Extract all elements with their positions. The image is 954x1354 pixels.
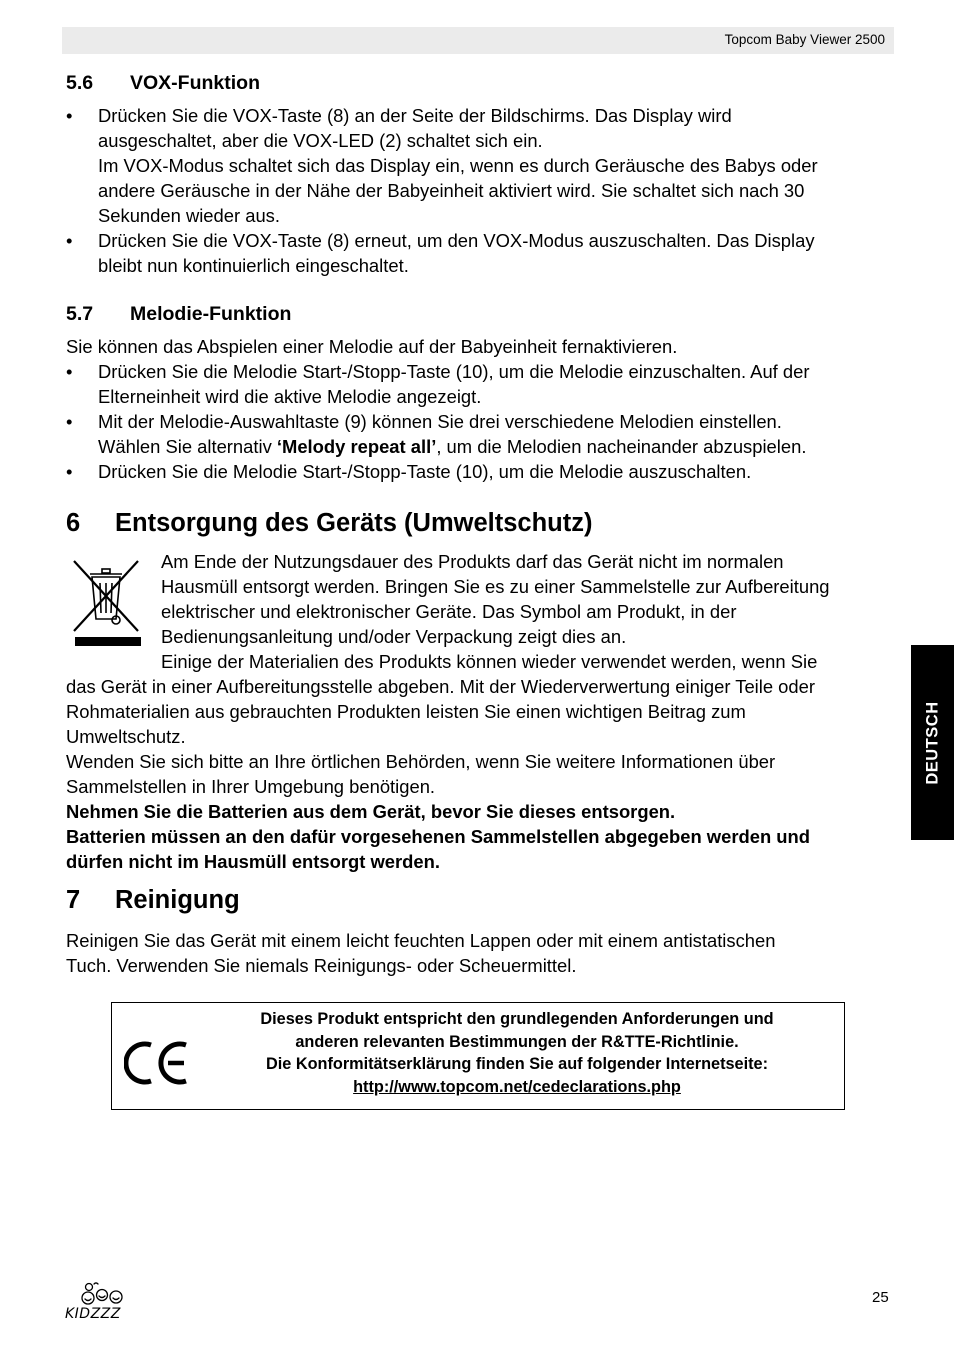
text-line: das Gerät in einer Aufbereitungsstelle abgeben. Mit der Wiederverwertung einiger Teile oder bbox=[66, 676, 815, 697]
text-line: Drücken Sie die VOX-Taste (8) erneut, um den VOX-Modus auszuschalten. Das Display bbox=[98, 230, 815, 251]
ce-declarations-link[interactable]: http://www.topcom.net/cedeclarations.php bbox=[353, 1077, 681, 1096]
text-line: bleibt nun kontinuierlich eingeschaltet. bbox=[98, 255, 409, 276]
header-bar bbox=[62, 27, 894, 54]
text-line: Am Ende der Nutzungsdauer des Produkts darf das Gerät nicht im normalen bbox=[161, 551, 784, 572]
bullet-mark: • bbox=[66, 411, 73, 432]
list-item bbox=[66, 228, 890, 278]
text-line-mixed bbox=[98, 434, 890, 459]
heading-title: VOX-Funktion bbox=[130, 72, 260, 94]
heading-title: Reinigung bbox=[115, 886, 240, 914]
page-number: 25 bbox=[872, 1289, 889, 1306]
text-line: Sekunden wieder aus. bbox=[98, 205, 280, 226]
weee-crossed-bin-icon bbox=[70, 557, 146, 650]
header-product-name: Topcom Baby Viewer 2500 bbox=[724, 32, 885, 47]
list-item bbox=[66, 359, 890, 409]
text-line: anderen relevanten Bestimmungen der R&TTE-Richtlinie. bbox=[295, 1032, 739, 1051]
battery-warning-line: dürfen nicht im Hausmüll entsorgt werden. bbox=[66, 851, 440, 872]
heading-5-6 bbox=[66, 72, 260, 95]
intro-text: Sie können das Abspielen einer Melodie auf der Babyeinheit fernaktivieren. bbox=[66, 336, 678, 357]
heading-7 bbox=[66, 886, 240, 915]
text-line: Hausmüll entsorgt werden. Bringen Sie es zu einer Sammelstelle zur Aufbereitung bbox=[161, 576, 830, 597]
list-item bbox=[66, 103, 890, 228]
text-line: Die Konformitätserklärung finden Sie auf folgender Internetseite: bbox=[265, 1055, 769, 1073]
ce-statement bbox=[212, 1008, 822, 1098]
text-fragment: , um die Melodien nacheinander abzuspielen. bbox=[436, 436, 807, 457]
battery-warning-line: Nehmen Sie die Batterien aus dem Gerät, bevor Sie dieses entsorgen. bbox=[66, 801, 676, 822]
melody-section bbox=[66, 334, 890, 484]
text-line: Mit der Melodie-Auswahltaste (9) können Sie drei verschiedene Melodien einstellen. bbox=[98, 411, 782, 432]
bullet-mark: • bbox=[66, 230, 73, 251]
text-line: ausgeschaltet, aber die VOX-LED (2) schaltet sich ein. bbox=[98, 130, 543, 151]
text-line: Sammelstellen in Ihrer Umgebung benötigen. bbox=[66, 776, 436, 797]
heading-number: 7 bbox=[66, 886, 81, 914]
text-line: Dieses Produkt entspricht den grundlegenden Anforderungen und bbox=[260, 1010, 774, 1028]
heading-6 bbox=[66, 509, 592, 538]
cleaning-text bbox=[66, 928, 890, 978]
ce-mark-icon bbox=[124, 1039, 190, 1087]
heading-5-7 bbox=[66, 303, 291, 326]
text-line: elektrischer und elektronischer Geräte. Das Symbol am Produkt, in der bbox=[161, 601, 737, 622]
text-line: Bedienungsanleitung und/oder Verpackung zeigt dies an. bbox=[161, 626, 627, 647]
disposal-indented-text bbox=[161, 549, 896, 674]
text-line: Rohmaterialien aus gebrauchten Produkten leisten Sie einen wichtigen Beitrag zum bbox=[66, 701, 746, 722]
bullet-mark: • bbox=[66, 361, 73, 382]
vox-list bbox=[66, 103, 890, 278]
kidzzz-logo bbox=[64, 1278, 136, 1322]
bullet-mark: • bbox=[66, 105, 73, 126]
language-tab-label: DEUTSCH bbox=[923, 700, 941, 785]
text-line: Drücken Sie die Melodie Start-/Stopp-Taste (10), um die Melodie auszuschalten. bbox=[98, 461, 752, 482]
text-line: Drücken Sie die VOX-Taste (8) an der Seite der Bildschirms. Das Display wird bbox=[98, 105, 732, 126]
bullet-mark: • bbox=[66, 461, 73, 482]
text-line: Elterneinheit wird die aktive Melodie angezeigt. bbox=[98, 386, 482, 407]
text-line: andere Geräusche in der Nähe der Babyeinheit aktiviert wird. Sie schaltet sich nach 30 bbox=[98, 180, 805, 201]
text-line: Einige der Materialien des Produkts können wieder verwendet werden, wenn Sie bbox=[161, 651, 818, 672]
melody-repeat-all-label: ‘Melody repeat all’ bbox=[276, 436, 437, 457]
text-fragment: Wählen Sie alternativ bbox=[98, 436, 277, 457]
heading-title: Melodie-Funktion bbox=[130, 303, 292, 325]
text-line: Umweltschutz. bbox=[66, 726, 186, 747]
heading-number: 5.6 bbox=[66, 72, 94, 94]
text-line: Reinigen Sie das Gerät mit einem leicht feuchten Lappen oder mit einem antistatischen bbox=[66, 930, 776, 951]
logo-text: KIDZZZ bbox=[65, 1306, 121, 1322]
heading-title: Entsorgung des Geräts (Umweltschutz) bbox=[115, 509, 593, 537]
list-item bbox=[66, 459, 890, 484]
disposal-text bbox=[66, 674, 890, 874]
language-tab bbox=[911, 645, 954, 840]
ce-conformity-box bbox=[111, 1002, 845, 1110]
text-line: Wenden Sie sich bitte an Ihre örtlichen Behörden, wenn Sie weitere Informationen über bbox=[66, 751, 776, 772]
text-line: Im VOX-Modus schaltet sich das Display ein, wenn es durch Geräusche des Babys oder bbox=[98, 155, 818, 176]
battery-warning-line: Batterien müssen an den dafür vorgesehenen Sammelstellen abgegeben werden und bbox=[66, 826, 810, 847]
text-line: Tuch. Verwenden Sie niemals Reinigungs- oder Scheuermittel. bbox=[66, 955, 577, 976]
heading-number: 5.7 bbox=[66, 303, 94, 325]
text-line: Drücken Sie die Melodie Start-/Stopp-Taste (10), um die Melodie einzuschalten. Auf der bbox=[98, 361, 810, 382]
heading-number: 6 bbox=[66, 509, 81, 537]
list-item bbox=[66, 409, 890, 459]
